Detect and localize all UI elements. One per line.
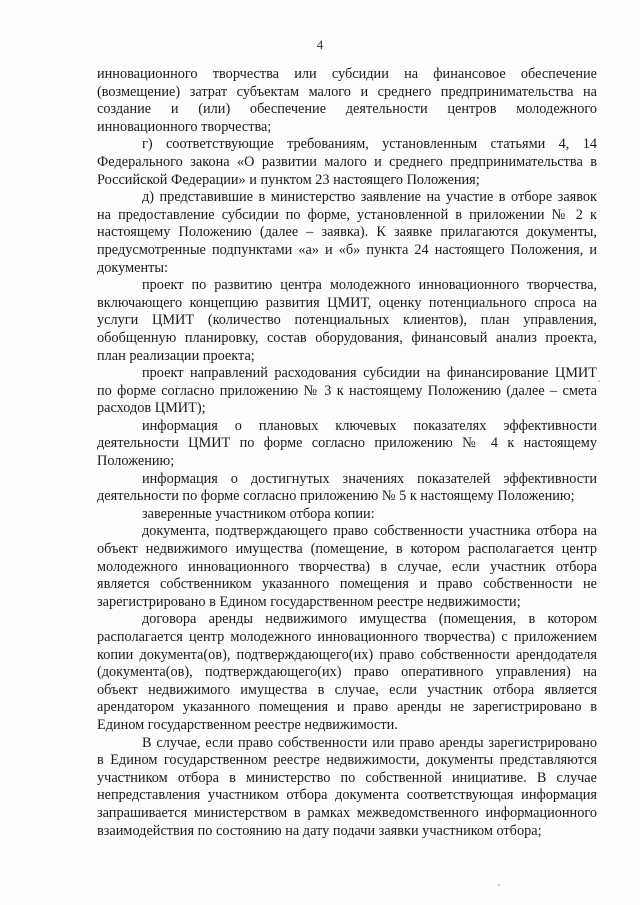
paragraph-6: информация о плановых ключевых показателях эффективности деятельности ЦМИТ по форме согласно приложению № 4 к настоящему Положению; xyxy=(97,417,597,470)
scan-speck xyxy=(598,380,600,382)
paragraph-4: проект по развитию центра молодежного инновационного творчества, включающего концепцию развития ЦМИТ, оценку потенциального спроса на услуги ЦМИТ (количество потенциальных клиентов), план управления, обобщенную планировку, состав оборудования, финансовый анализ проекта, план реализации проекта; xyxy=(97,277,597,364)
paragraph-8: заверенные участником отбора копии: xyxy=(142,505,375,522)
paragraph-11: В случае, если право собственности или право аренды зарегистрировано в Едином государственном реестре недвижимости, документы представляются участником отбора в министерство по собственной инициативе. В случае непредставления участником отбора документа соответствующая информация запрашивается министерством в рамках межведомственного информационного взаимодействия по состоянию на дату подачи заявки участником отбора; xyxy=(97,734,597,839)
paragraph-10: договора аренды недвижимого имущества (помещения, в котором располагается центр молодежного инновационного творчества) с приложением копии документа(ов), подтверждающего(их) право собственности арендодателя (документа(ов), подтверждающего(их) право оперативного управления) на объект недвижимого имущества в случае, если участник отбора является арендатором указанного помещения и право аренды не зарегистрировано в Едином государственном реестре недвижимости. xyxy=(97,611,597,733)
page-number: 4 xyxy=(316,37,324,52)
paragraph-3: д) представившие в министерство заявление на участие в отборе заявок на предоставление субсидии по форме, установленной в приложении № 2 к настоящему Положению (далее – заявка). К заявке прилагаются документы, предусмотренные подпунктами «а» и «б» пункта 24 настоящего Положения, и документы: xyxy=(97,189,597,276)
scan-speck xyxy=(498,884,500,886)
paragraph-9: документа, подтверждающего право собственности участника отбора на объект недвижимого имущества (помещение, в котором располагается центр молодежного инновационного творчества) в случае, если участник отбора является собственником указанного помещения и право собственности не зарегистрировано в Едином государственном реестре недвижимости; xyxy=(97,523,597,610)
paragraph-2: г) соответствующие требованиям, установленным статьями 4, 14 Федерального закона «О развитии малого и среднего предпринимательства в Российской Федерации» и пунктом 23 настоящего Положения; xyxy=(97,136,597,188)
paragraph-5: проект направлений расходования субсидии на финансирование ЦМИТ по форме согласно приложению № 3 к настоящему Положению (далее – смета расходов ЦМИТ); xyxy=(97,365,597,417)
document-body xyxy=(97,66,597,840)
paragraph-1: инновационного творчества или субсидии на финансовое обеспечение (возмещение) затрат субъектам малого и среднего предпринимательства на создание и (или) обеспечение деятельности центров молодежного инновационного творчества; xyxy=(97,66,597,135)
paragraph-7: информация о достигнутых значениях показателей эффективности деятельности по форме согласно приложению № 5 к настоящему Положению; xyxy=(97,470,597,505)
